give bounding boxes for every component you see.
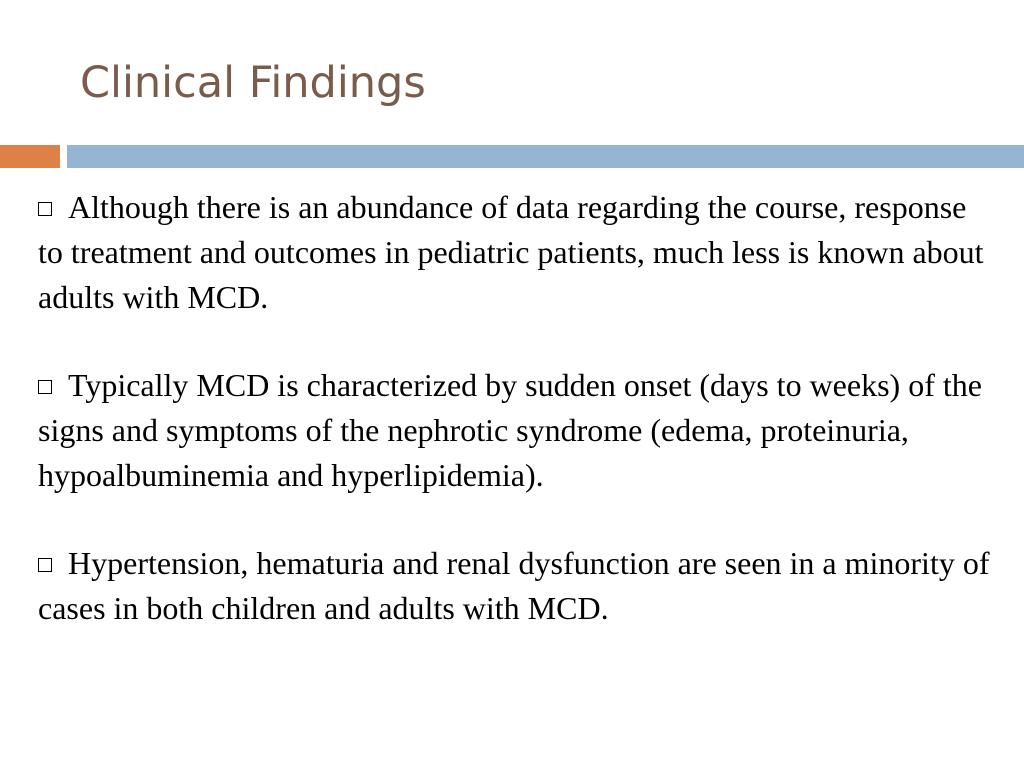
square-bullet-icon xyxy=(38,380,52,394)
bullet-text: Hypertension, hematuria and renal dysfunction are seen in a minority of cases in both children and adults with MCD. xyxy=(38,545,990,626)
bullet-item xyxy=(38,363,998,498)
square-bullet-icon xyxy=(38,202,52,216)
bullet-item xyxy=(38,541,998,631)
bullet-text: Although there is an abundance of data regarding the course, response to treatment and outcomes in pediatric patients, much less is known about adults with MCD. xyxy=(38,189,984,315)
square-bullet-icon xyxy=(38,558,52,572)
accent-bar-blue xyxy=(67,145,1024,168)
bullet-text: Typically MCD is characterized by sudden onset (days to weeks) of the signs and symptoms of the nephrotic syndrome (edema, proteinuria, hypoalbuminemia and hyperlipidemia). xyxy=(38,367,982,493)
accent-bar-orange xyxy=(0,145,60,168)
slide-title: Clinical Findings xyxy=(80,58,426,108)
bullet-list xyxy=(38,185,998,674)
bullet-item xyxy=(38,185,998,320)
